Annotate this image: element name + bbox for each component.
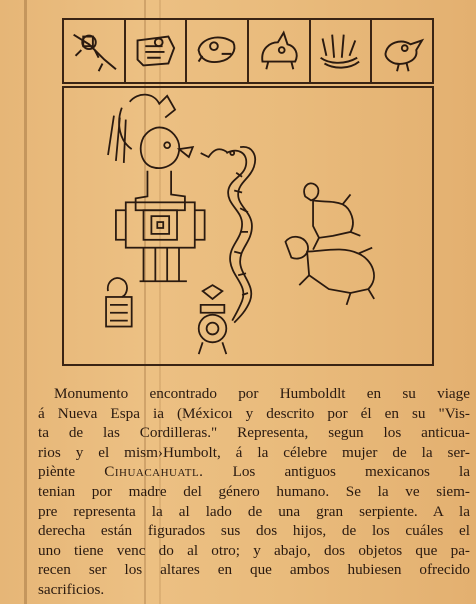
glyph-cell-5: [311, 20, 373, 82]
caption-line: Monumento encontrado por Humboldlt en su viage: [54, 385, 470, 402]
caption-text: Los antiguos mexicanos la: [203, 463, 470, 481]
caption-line: uno tiene venc do al otro; y abajo, dos objetos que pa-: [38, 541, 470, 559]
glyph-cell-3: [187, 20, 249, 82]
house-glyph-icon: [126, 20, 186, 82]
codex-illustration: [62, 86, 434, 366]
reptile-glyph-icon: [64, 20, 124, 82]
glyph-strip: [62, 18, 434, 84]
codex-drawing: [64, 88, 432, 364]
glyph-cell-2: [126, 20, 188, 82]
goddess-figure: [108, 95, 205, 282]
glyph-cell-4: [249, 20, 311, 82]
caption-line: [38, 462, 470, 482]
altar-objects: [106, 278, 226, 354]
hand-glyph-icon: [311, 20, 371, 82]
caption-line: recen ser los altares en que ambos hubiesen ofrecido: [38, 561, 470, 579]
two-children-figures: [285, 183, 374, 304]
animal-head-glyph-icon: [187, 20, 247, 82]
bird-glyph-icon: [372, 20, 432, 82]
caption-line: ta de las Cordilleras." Representa, segun los anticua-: [38, 424, 470, 442]
caption-line: á Nueva Espa ia (Méxicoı y descrito por él en su "Vis-: [38, 404, 470, 422]
page-fold-line: [24, 0, 27, 604]
caption-line: pre representa la al lado de una gran serpiente. A la: [38, 502, 470, 520]
glyph-cell-1: [64, 20, 126, 82]
caption-text: piènte: [38, 463, 105, 481]
goddess-name: Cihuacahuatl.: [104, 463, 204, 481]
dog-glyph-icon: [249, 20, 309, 82]
caption-line: sacrificios.: [38, 580, 105, 598]
glyph-cell-6: [372, 20, 432, 82]
caption-line: rios y el mism›Humbolt, á la célebre mujer de la ser-: [38, 443, 470, 461]
caption-line: derecha están figurados sus dos hijos, de los cuáles el: [38, 522, 470, 540]
caption-paragraph: [38, 384, 470, 600]
caption-line: tenian por madre del género humano. Se la ve siem-: [38, 482, 470, 500]
